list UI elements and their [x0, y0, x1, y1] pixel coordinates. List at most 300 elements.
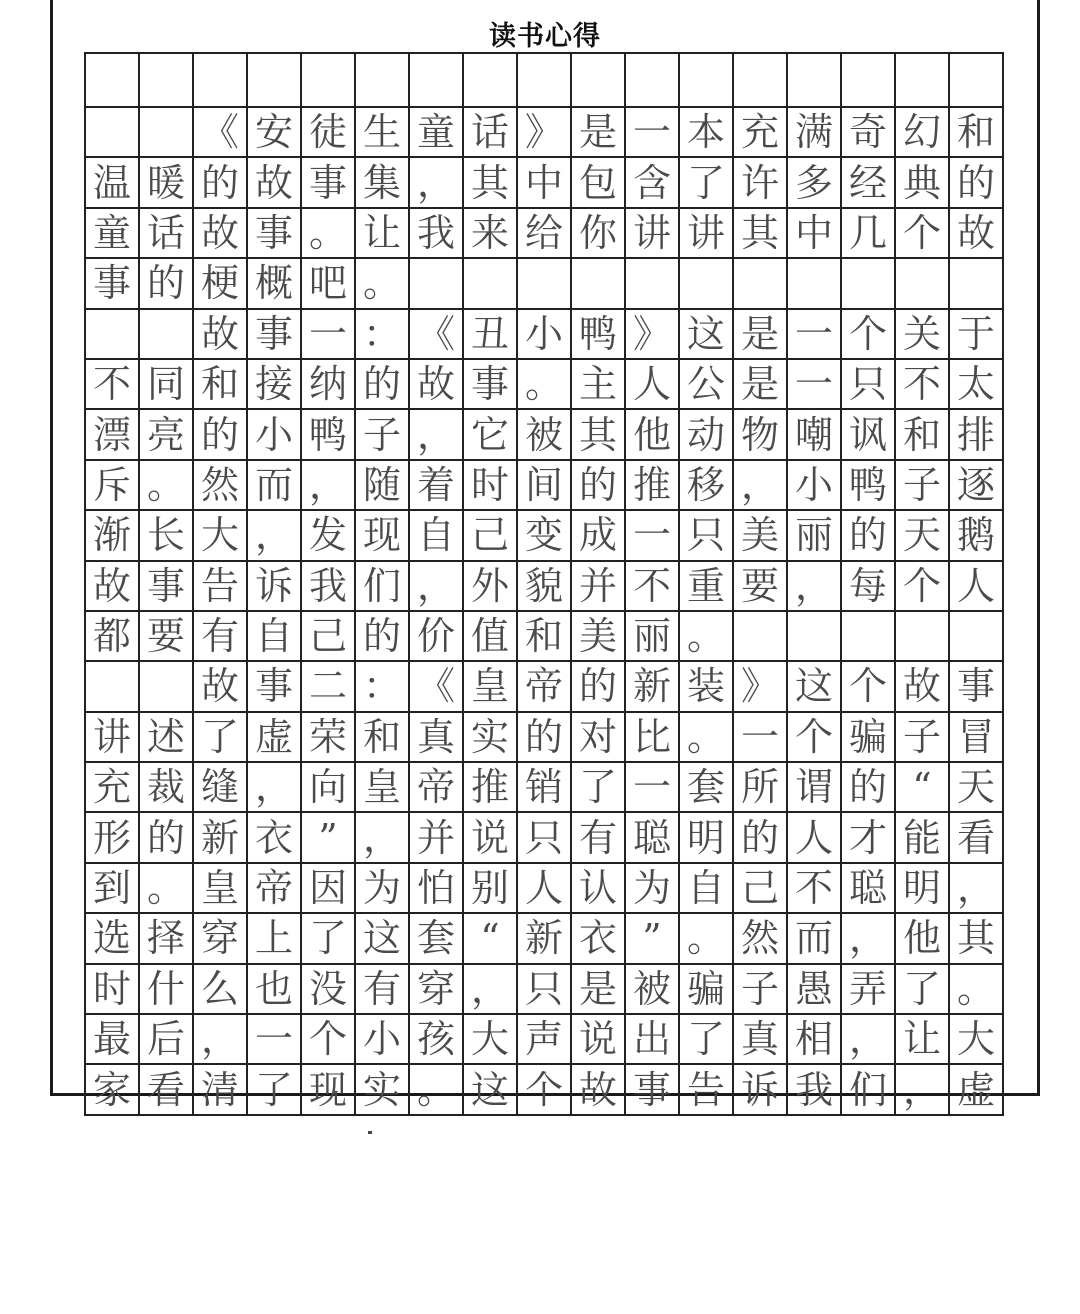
grid-cell: 和	[949, 107, 1003, 157]
grid-cell: 不	[787, 863, 841, 913]
grid-row	[85, 208, 1003, 258]
grid-cell: 长	[139, 510, 193, 560]
grid-cell: 价	[409, 611, 463, 661]
grid-cell: 故	[193, 661, 247, 711]
grid-cell: 有	[355, 964, 409, 1014]
grid-cell: 梗	[193, 258, 247, 308]
grid-row	[85, 409, 1003, 459]
grid-cell: ，	[841, 1014, 895, 1064]
grid-cell: 动	[679, 409, 733, 459]
grid-cell	[463, 258, 517, 308]
grid-cell	[463, 53, 517, 107]
grid-cell: 故	[895, 661, 949, 711]
grid-cell: 新	[193, 812, 247, 862]
grid-cell: 的	[193, 409, 247, 459]
grid-cell: 相	[787, 1014, 841, 1064]
grid-cell: 这	[463, 1064, 517, 1114]
grid-cell: 着	[409, 460, 463, 510]
grid-cell: 中	[787, 208, 841, 258]
grid-cell: 人	[949, 561, 1003, 611]
grid-cell: 。	[679, 913, 733, 963]
grid-cell: ，	[841, 913, 895, 963]
grid-cell: 《	[409, 661, 463, 711]
grid-cell: 其	[733, 208, 787, 258]
grid-cell: 丽	[625, 611, 679, 661]
grid-cell: 。	[409, 1064, 463, 1114]
grid-cell: 事	[247, 208, 301, 258]
grid-row	[85, 53, 1003, 107]
grid-cell: 。	[139, 863, 193, 913]
grid-cell: 新	[625, 661, 679, 711]
grid-cell: 包	[571, 157, 625, 207]
grid-cell: 声	[517, 1014, 571, 1064]
grid-cell: 幻	[895, 107, 949, 157]
grid-row	[85, 812, 1003, 862]
grid-cell: 童	[409, 107, 463, 157]
grid-cell: 衣	[571, 913, 625, 963]
grid-cell: “	[463, 913, 517, 963]
grid-cell: 时	[463, 460, 517, 510]
grid-cell: 纳	[301, 359, 355, 409]
grid-cell	[895, 53, 949, 107]
grid-cell: 个	[895, 208, 949, 258]
grid-cell: 童	[85, 208, 139, 258]
grid-cell: 话	[463, 107, 517, 157]
grid-cell: ，	[895, 1064, 949, 1114]
grid-cell: 并	[571, 561, 625, 611]
grid-cell: 个	[301, 1014, 355, 1064]
grid-cell: 成	[571, 510, 625, 560]
grid-cell: 帝	[247, 863, 301, 913]
grid-cell: 到	[85, 863, 139, 913]
grid-cell: 充	[85, 762, 139, 812]
grid-cell: ，	[409, 157, 463, 207]
grid-cell: 怕	[409, 863, 463, 913]
grid-cell: 人	[517, 863, 571, 913]
grid-row	[85, 258, 1003, 308]
grid-row	[85, 107, 1003, 157]
grid-cell: ，	[247, 762, 301, 812]
grid-cell: 一	[733, 712, 787, 762]
grid-cell: 不	[85, 359, 139, 409]
grid-cell: 人	[625, 359, 679, 409]
grid-cell: 徒	[301, 107, 355, 157]
grid-row	[85, 611, 1003, 661]
grid-cell: 》	[517, 107, 571, 157]
grid-cell: 讲	[679, 208, 733, 258]
grid-cell	[679, 53, 733, 107]
grid-cell: 有	[571, 812, 625, 862]
grid-row	[85, 964, 1003, 1014]
grid-cell: 皇	[193, 863, 247, 913]
grid-cell: 要	[139, 611, 193, 661]
grid-cell: 亮	[139, 409, 193, 459]
grid-cell: 只	[517, 812, 571, 862]
grid-cell: 现	[301, 1064, 355, 1114]
grid-cell: 的	[139, 258, 193, 308]
grid-cell: 经	[841, 157, 895, 207]
grid-cell: 于	[949, 309, 1003, 359]
grid-cell: 有	[193, 611, 247, 661]
grid-cell: 是	[733, 309, 787, 359]
grid-cell: 几	[841, 208, 895, 258]
grid-cell: 的	[733, 812, 787, 862]
grid-cell: 一	[787, 309, 841, 359]
grid-cell: 主	[571, 359, 625, 409]
grid-cell: 发	[301, 510, 355, 560]
grid-cell: 最	[85, 1014, 139, 1064]
grid-cell: 出	[625, 1014, 679, 1064]
grid-cell: 大	[193, 510, 247, 560]
grid-cell: 漂	[85, 409, 139, 459]
grid-cell: 嘲	[787, 409, 841, 459]
grid-cell: ，	[409, 561, 463, 611]
grid-cell	[139, 661, 193, 711]
grid-cell: 告	[679, 1064, 733, 1114]
grid-cell	[139, 107, 193, 157]
grid-cell: 个	[895, 561, 949, 611]
grid-cell: 的	[517, 712, 571, 762]
grid-cell: 移	[679, 460, 733, 510]
grid-cell: 故	[247, 157, 301, 207]
grid-cell: 貌	[517, 561, 571, 611]
grid-cell: 实	[355, 1064, 409, 1114]
grid-cell: 而	[247, 460, 301, 510]
grid-cell	[517, 258, 571, 308]
grid-cell	[571, 53, 625, 107]
grid-cell	[301, 53, 355, 107]
grid-cell: 美	[733, 510, 787, 560]
grid-cell: 认	[571, 863, 625, 913]
grid-cell: 温	[85, 157, 139, 207]
grid-cell: ，	[247, 510, 301, 560]
grid-cell	[139, 309, 193, 359]
grid-cell: 概	[247, 258, 301, 308]
grid-cell: 二	[301, 661, 355, 711]
grid-cell	[733, 611, 787, 661]
grid-cell: 虚	[949, 1064, 1003, 1114]
page-title: 读书心得	[489, 21, 601, 52]
grid-cell: 骗	[679, 964, 733, 1014]
grid-cell: 小	[247, 409, 301, 459]
grid-cell: 择	[139, 913, 193, 963]
grid-row	[85, 1014, 1003, 1064]
grid-cell: ：	[355, 309, 409, 359]
grid-cell: 》	[733, 661, 787, 711]
grid-cell: 销	[517, 762, 571, 812]
grid-cell: 关	[895, 309, 949, 359]
grid-row	[85, 863, 1003, 913]
grid-cell: 家	[85, 1064, 139, 1114]
grid-cell: 明	[679, 812, 733, 862]
grid-cell: 说	[571, 1014, 625, 1064]
grid-cell: 子	[355, 409, 409, 459]
grid-cell: 所	[733, 762, 787, 812]
grid-cell: 大	[463, 1014, 517, 1064]
grid-cell: 鹅	[949, 510, 1003, 560]
grid-cell: 一	[625, 107, 679, 157]
grid-cell: ，	[733, 460, 787, 510]
grid-cell: 穿	[193, 913, 247, 963]
grid-cell: 一	[787, 359, 841, 409]
grid-cell: 事	[625, 1064, 679, 1114]
grid-cell	[787, 611, 841, 661]
grid-cell: 外	[463, 561, 517, 611]
grid-row	[85, 762, 1003, 812]
grid-cell: 只	[517, 964, 571, 1014]
grid-cell: 现	[355, 510, 409, 560]
grid-cell: 别	[463, 863, 517, 913]
grid-cell: 被	[625, 964, 679, 1014]
grid-cell: 《	[193, 107, 247, 157]
grid-cell: 这	[355, 913, 409, 963]
grid-cell: 给	[517, 208, 571, 258]
grid-cell: 事	[139, 561, 193, 611]
grid-cell: 事	[85, 258, 139, 308]
grid-cell: 我	[301, 561, 355, 611]
grid-cell	[625, 53, 679, 107]
grid-cell: 的	[355, 359, 409, 409]
grid-cell: 它	[463, 409, 517, 459]
grid-cell: 生	[355, 107, 409, 157]
grid-cell: 实	[463, 712, 517, 762]
grid-cell: 才	[841, 812, 895, 862]
grid-row	[85, 561, 1003, 611]
grid-cell	[409, 53, 463, 107]
grid-cell: 推	[625, 460, 679, 510]
grid-cell	[193, 53, 247, 107]
grid-cell: 。	[949, 964, 1003, 1014]
grid-cell: 的	[841, 510, 895, 560]
grid-cell: 了	[247, 1064, 301, 1114]
grid-cell: 套	[409, 913, 463, 963]
grid-cell: 每	[841, 561, 895, 611]
grid-cell: 因	[301, 863, 355, 913]
grid-cell: 事	[463, 359, 517, 409]
grid-cell: 向	[301, 762, 355, 812]
grid-cell: 讲	[85, 712, 139, 762]
grid-cell: 故	[85, 561, 139, 611]
grid-cell: 时	[85, 964, 139, 1014]
grid-cell: 。	[517, 359, 571, 409]
grid-cell: 们	[841, 1064, 895, 1114]
grid-cell: 个	[787, 712, 841, 762]
grid-cell: 对	[571, 712, 625, 762]
grid-cell: 事	[247, 661, 301, 711]
grid-cell: 上	[247, 913, 301, 963]
grid-cell	[85, 53, 139, 107]
grid-cell: 能	[895, 812, 949, 862]
grid-cell: 只	[841, 359, 895, 409]
grid-cell	[517, 53, 571, 107]
grid-cell: 己	[463, 510, 517, 560]
grid-cell: 皇	[463, 661, 517, 711]
grid-cell: 故	[409, 359, 463, 409]
grid-cell: 小	[517, 309, 571, 359]
grid-cell: 个	[841, 661, 895, 711]
grid-cell	[949, 258, 1003, 308]
grid-cell: 么	[193, 964, 247, 1014]
grid-row	[85, 1064, 1003, 1114]
grid-cell: 间	[517, 460, 571, 510]
grid-cell: 是	[571, 107, 625, 157]
grid-cell: 也	[247, 964, 301, 1014]
grid-cell: 了	[679, 1014, 733, 1064]
grid-cell: 人	[787, 812, 841, 862]
grid-cell: ”	[625, 913, 679, 963]
grid-cell: 然	[733, 913, 787, 963]
grid-cell: 和	[355, 712, 409, 762]
grid-cell: ”	[301, 812, 355, 862]
grid-cell: 一	[301, 309, 355, 359]
grid-cell: 说	[463, 812, 517, 862]
grid-cell	[841, 611, 895, 661]
grid-cell: 看	[139, 1064, 193, 1114]
grid-cell	[85, 107, 139, 157]
grid-cell	[895, 611, 949, 661]
grid-cell: 的	[193, 157, 247, 207]
grid-cell	[85, 661, 139, 711]
grid-cell: 冒	[949, 712, 1003, 762]
grid-cell: 和	[895, 409, 949, 459]
grid-cell: 其	[463, 157, 517, 207]
grid-cell: 穿	[409, 964, 463, 1014]
grid-cell: 。	[301, 208, 355, 258]
grid-cell: 。	[355, 258, 409, 308]
grid-cell: 一	[625, 510, 679, 560]
grid-cell: ：	[355, 661, 409, 711]
composition-grid	[84, 52, 1004, 1116]
grid-cell: ，	[787, 561, 841, 611]
grid-cell: 其	[949, 913, 1003, 963]
grid-cell: 真	[409, 712, 463, 762]
grid-cell: 明	[895, 863, 949, 913]
grid-cell	[139, 53, 193, 107]
grid-cell: 美	[571, 611, 625, 661]
grid-cell: 孩	[409, 1014, 463, 1064]
grid-cell: 我	[787, 1064, 841, 1114]
grid-cell: 是	[571, 964, 625, 1014]
grid-cell: 斥	[85, 460, 139, 510]
grid-cell: 没	[301, 964, 355, 1014]
grid-cell: 鸭	[301, 409, 355, 459]
grid-cell	[409, 258, 463, 308]
grid-cell: 个	[517, 1064, 571, 1114]
grid-cell: 为	[355, 863, 409, 913]
grid-cell: 荣	[301, 712, 355, 762]
grid-cell: 物	[733, 409, 787, 459]
grid-cell: 鸭	[571, 309, 625, 359]
grid-row	[85, 712, 1003, 762]
grid-cell: 让	[355, 208, 409, 258]
grid-cell: 随	[355, 460, 409, 510]
grid-row	[85, 157, 1003, 207]
grid-cell: 的	[355, 611, 409, 661]
grid-cell: 故	[949, 208, 1003, 258]
grid-cell: 大	[949, 1014, 1003, 1064]
grid-cell: 一	[247, 1014, 301, 1064]
grid-cell: 其	[571, 409, 625, 459]
grid-cell: 看	[949, 812, 1003, 862]
grid-cell: 事	[301, 157, 355, 207]
grid-cell: 帝	[409, 762, 463, 812]
grid-cell: 皇	[355, 762, 409, 812]
grid-cell: ，	[193, 1014, 247, 1064]
grid-cell: 故	[571, 1064, 625, 1114]
grid-cell: 公	[679, 359, 733, 409]
grid-cell: 诉	[247, 561, 301, 611]
grid-cell: 让	[895, 1014, 949, 1064]
grid-cell: 。	[679, 611, 733, 661]
grid-cell: 安	[247, 107, 301, 157]
grid-cell	[787, 258, 841, 308]
grid-cell	[247, 53, 301, 107]
grid-cell	[841, 53, 895, 107]
grid-cell: 形	[85, 812, 139, 862]
grid-cell: 要	[733, 561, 787, 611]
grid-cell: 只	[679, 510, 733, 560]
grid-cell: 装	[679, 661, 733, 711]
grid-cell: 你	[571, 208, 625, 258]
grid-cell: ，	[949, 863, 1003, 913]
grid-cell: 子	[733, 964, 787, 1014]
grid-cell: 这	[679, 309, 733, 359]
grid-cell: 谓	[787, 762, 841, 812]
grid-cell: 虚	[247, 712, 301, 762]
grid-cell: 裁	[139, 762, 193, 812]
grid-cell: 而	[787, 913, 841, 963]
grid-cell: 后	[139, 1014, 193, 1064]
grid-cell: 清	[193, 1064, 247, 1114]
grid-cell: 了	[571, 762, 625, 812]
grid-cell: 太	[949, 359, 1003, 409]
grid-cell: 骗	[841, 712, 895, 762]
grid-cell: 。	[139, 460, 193, 510]
grid-cell: 自	[409, 510, 463, 560]
grid-cell: ，	[463, 964, 517, 1014]
grid-cell	[571, 258, 625, 308]
grid-cell: 》	[625, 309, 679, 359]
grid-cell: 重	[679, 561, 733, 611]
grid-cell: 小	[787, 460, 841, 510]
grid-cell: 不	[895, 359, 949, 409]
grid-cell: 排	[949, 409, 1003, 459]
grid-cell: 推	[463, 762, 517, 812]
grid-cell	[733, 258, 787, 308]
grid-cell	[949, 611, 1003, 661]
grid-cell: 《	[409, 309, 463, 359]
grid-cell: 来	[463, 208, 517, 258]
grid-cell: 他	[625, 409, 679, 459]
grid-cell: 天	[949, 762, 1003, 812]
grid-cell: 吧	[301, 258, 355, 308]
grid-cell: 奇	[841, 107, 895, 157]
grid-cell: 的	[949, 157, 1003, 207]
grid-cell: 丽	[787, 510, 841, 560]
grid-cell: 逐	[949, 460, 1003, 510]
grid-cell: 为	[625, 863, 679, 913]
grid-cell: 这	[787, 661, 841, 711]
grid-cell: 是	[733, 359, 787, 409]
grid-cell: 一	[625, 762, 679, 812]
grid-cell: 他	[895, 913, 949, 963]
grid-cell: 故	[193, 309, 247, 359]
grid-cell: 衣	[247, 812, 301, 862]
grid-cell: 讲	[625, 208, 679, 258]
grid-cell: 。	[679, 712, 733, 762]
grid-cell: 充	[733, 107, 787, 157]
grid-cell: 什	[139, 964, 193, 1014]
